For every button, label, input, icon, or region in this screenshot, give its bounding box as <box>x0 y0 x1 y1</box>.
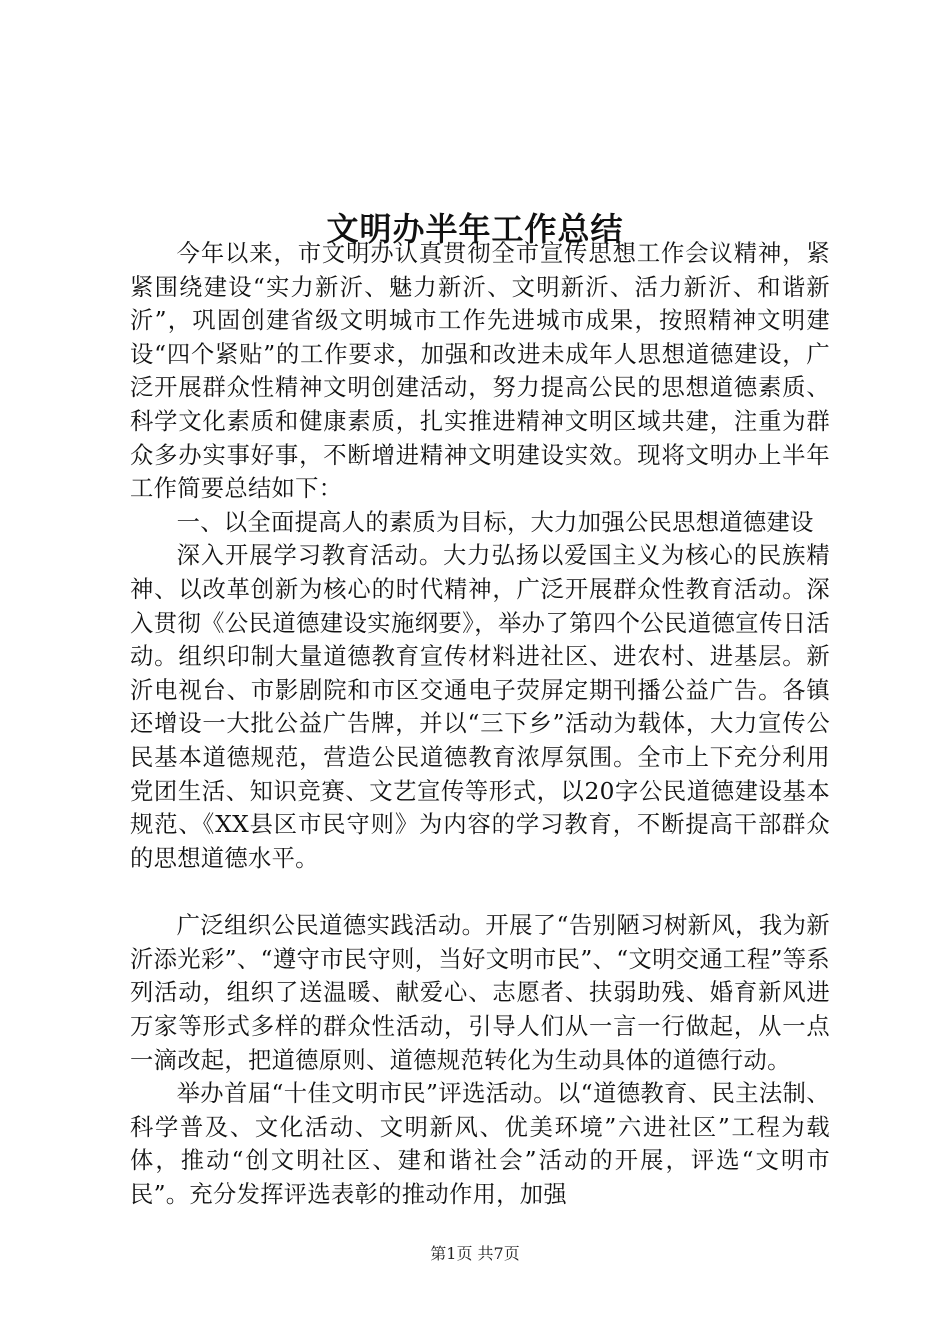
paragraph-civilized-citizen: 举办首届“十佳文明市民”评选活动。以“道德教育、民主法制、科学普及、文化活动、文明新风、优美环境”六进社区”工程为载体，推动“创文明社区、建和谐社会”活动的开展，评选“文明市民”。充分发挥评选表彰的推动作用，加强 <box>130 1080 830 1209</box>
paragraph-moral-practice: 广泛组织公民道德实践活动。开展了“告别陋习树新风，我为新沂添光彩”、“遵守市民守则，当好文明市民”、“文明交通工程”等系列活动，组织了送温暖、献爱心、志愿者、扶弱助残、婚育新风进万家等形式多样的群众性活动，引导人们从一言一行做起，从一点一滴改起，把道德原则、道德规范转化为生动具体的道德行动。 <box>130 912 830 1074</box>
paragraph-study-education: 深入开展学习教育活动。大力弘扬以爱国主义为核心的民族精神、以改革创新为核心的时代精神，广泛开展群众性教育活动。深入贯彻《公民道德建设实施纲要》，举办了第四个公民道德宣传日活动。组织印制大量道德教育宣传材料进社区、进农村、进基层。新沂电视台、市影剧院和市区交通电子荧屏定期刊播公益广告。各镇还增设一大批公益广告牌，并以“三下乡”活动为载体，大力宣传公民基本道德规范，营造公民道德教育浓厚氛围。全市上下充分利用党团生活、知识竞赛、文艺宣传等形式，以20字公民道德建设基本规范、《XX县区市民守则》为内容的学习教育，不断提高干部群众的思想道德水平。 <box>130 542 830 872</box>
document-body <box>130 237 830 1212</box>
paragraph-intro: 今年以来，市文明办认真贯彻全市宣传思想工作会议精神，紧紧围绕建设“实力新沂、魅力新沂、文明新沂、活力新沂、和谐新沂”，巩固创建省级文明城市工作先进城市成果，按照精神文明建设“四个紧贴”的工作要求，加强和改进未成年人思想道德建设，广泛开展群众性精神文明创建活动，努力提高公民的思想道德素质、科学文化素质和健康素质，扎实推进精神文明区域共建，注重为群众多办实事好事，不断增进精神文明建设实效。现将文明办上半年工作简要总结如下： <box>130 240 830 503</box>
section-heading-1: 一、以全面提高人的素质为目标，大力加强公民思想道德建设 <box>176 508 814 536</box>
document-title: 文明办半年工作总结 <box>326 210 624 249</box>
page-footer: 第1页 共7页 <box>430 1244 520 1263</box>
